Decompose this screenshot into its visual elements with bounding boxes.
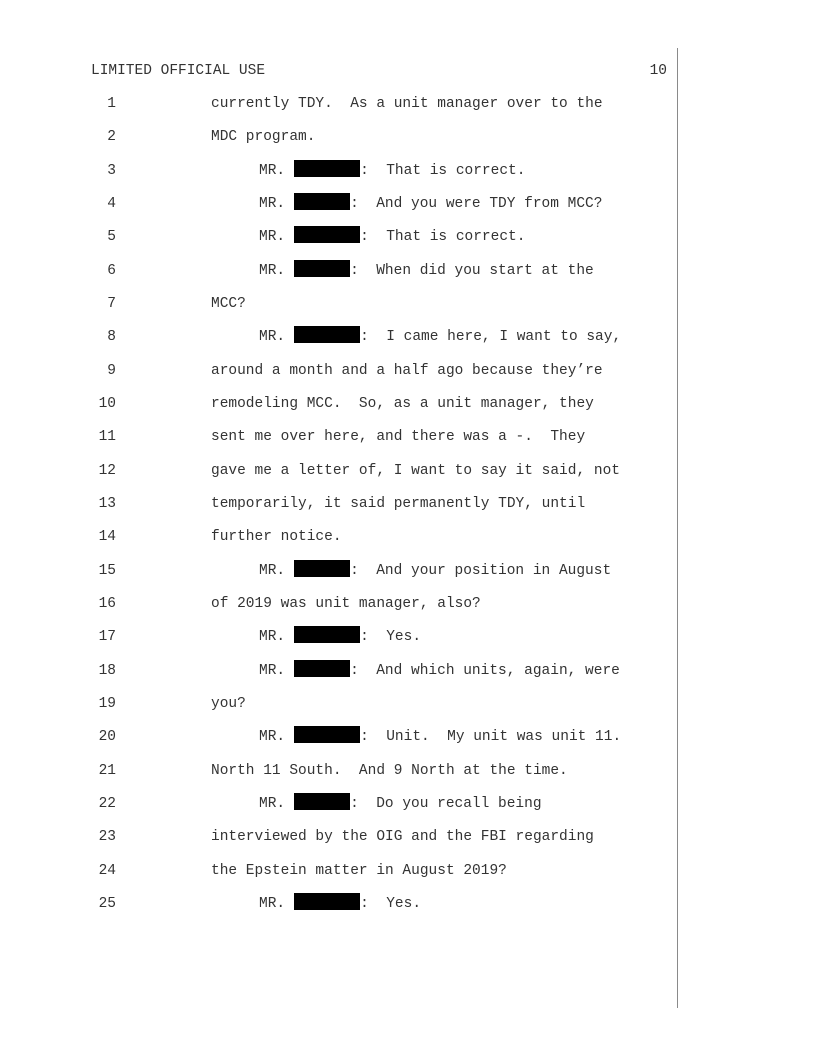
transcript-line: [0, 193, 816, 215]
transcript-line: [0, 293, 816, 315]
speaker-turn: [259, 793, 542, 815]
transcript-line: [0, 493, 816, 515]
line-text: interviewed by the OIG and the FBI regarding: [211, 829, 594, 845]
line-number: 19: [98, 696, 116, 712]
transcript-line: [0, 326, 816, 348]
speaker-prefix: MR.: [259, 196, 286, 212]
transcript-line: [0, 793, 816, 815]
transcript-line: [0, 526, 816, 548]
redaction-block: [294, 660, 350, 677]
redaction-block: [294, 726, 360, 743]
speaker-prefix: MR.: [259, 563, 286, 579]
speaker-turn: [259, 893, 421, 915]
speaker-text: : And you were TDY from MCC?: [350, 196, 603, 212]
line-number: 2: [107, 129, 116, 145]
speaker-text: : Yes.: [360, 629, 422, 645]
line-text: currently TDY. As a unit manager over to the: [211, 96, 603, 112]
line-text: temporarily, it said permanently TDY, until: [211, 496, 586, 512]
transcript-line: [0, 660, 816, 682]
line-number: 23: [98, 829, 116, 845]
line-text: MCC?: [211, 296, 246, 312]
speaker-text: : And which units, again, were: [350, 663, 620, 679]
speaker-text: : When did you start at the: [350, 263, 594, 279]
page-number: 10: [649, 63, 667, 79]
line-number: 21: [98, 763, 116, 779]
speaker-text: : Yes.: [360, 896, 422, 912]
transcript-line: [0, 760, 816, 782]
line-number: 20: [98, 729, 116, 745]
line-number: 13: [98, 496, 116, 512]
line-number: 11: [98, 429, 116, 445]
line-number: 10: [98, 396, 116, 412]
speaker-turn: [259, 326, 621, 348]
line-number: 16: [98, 596, 116, 612]
transcript-line: [0, 93, 816, 115]
speaker-prefix: MR.: [259, 163, 286, 179]
speaker-prefix: MR.: [259, 229, 286, 245]
transcript-line: [0, 560, 816, 582]
line-text: of 2019 was unit manager, also?: [211, 596, 481, 612]
transcript-line: [0, 426, 816, 448]
redaction-block: [294, 260, 350, 277]
transcript-line: [0, 626, 816, 648]
speaker-turn: [259, 660, 620, 682]
line-text: you?: [211, 696, 246, 712]
speaker-text: : That is correct.: [360, 163, 526, 179]
line-text: remodeling MCC. So, as a unit manager, they: [211, 396, 594, 412]
speaker-prefix: MR.: [259, 729, 286, 745]
line-number: 18: [98, 663, 116, 679]
line-number: 12: [98, 463, 116, 479]
line-text: around a month and a half ago because they’re: [211, 363, 603, 379]
line-text: the Epstein matter in August 2019?: [211, 863, 507, 879]
speaker-prefix: MR.: [259, 329, 286, 345]
speaker-turn: [259, 160, 525, 182]
line-number: 6: [107, 263, 116, 279]
line-number: 5: [107, 229, 116, 245]
speaker-prefix: MR.: [259, 796, 286, 812]
redaction-block: [294, 160, 360, 177]
line-number: 25: [98, 896, 116, 912]
speaker-text: : Do you recall being: [350, 796, 542, 812]
transcript-line: [0, 393, 816, 415]
line-number: 24: [98, 863, 116, 879]
speaker-turn: [259, 560, 611, 582]
transcript-line: [0, 360, 816, 382]
redaction-block: [294, 560, 350, 577]
line-text: sent me over here, and there was a -. They: [211, 429, 586, 445]
speaker-text: : That is correct.: [360, 229, 526, 245]
speaker-prefix: MR.: [259, 896, 286, 912]
transcript-line: [0, 126, 816, 148]
line-number: 8: [107, 329, 116, 345]
classification-label: LIMITED OFFICIAL USE: [91, 63, 266, 79]
transcript-line: [0, 160, 816, 182]
speaker-turn: [259, 626, 421, 648]
redaction-block: [294, 226, 360, 243]
transcript-line: [0, 460, 816, 482]
transcript-line: [0, 260, 816, 282]
speaker-turn: [259, 226, 525, 248]
line-number: 4: [107, 196, 116, 212]
speaker-prefix: MR.: [259, 629, 286, 645]
line-number: 7: [107, 296, 116, 312]
transcript-line: [0, 593, 816, 615]
transcript-line: [0, 226, 816, 248]
line-number: 9: [107, 363, 116, 379]
redaction-block: [294, 326, 360, 343]
speaker-turn: [259, 193, 602, 215]
line-number: 1: [107, 96, 116, 112]
speaker-turn: [259, 726, 621, 748]
transcript-line: [0, 826, 816, 848]
line-text: North 11 South. And 9 North at the time.: [211, 763, 568, 779]
transcript-line: [0, 860, 816, 882]
transcript-line: [0, 693, 816, 715]
redaction-block: [294, 193, 350, 210]
speaker-text: : And your position in August: [350, 563, 612, 579]
speaker-text: : Unit. My unit was unit 11.: [360, 729, 622, 745]
line-number: 15: [98, 563, 116, 579]
speaker-prefix: MR.: [259, 263, 286, 279]
line-text: gave me a letter of, I want to say it said, not: [211, 463, 620, 479]
line-text: MDC program.: [211, 129, 316, 145]
transcript-line: [0, 893, 816, 915]
line-number: 17: [98, 629, 116, 645]
line-text: further notice.: [211, 529, 342, 545]
speaker-turn: [259, 260, 594, 282]
line-number: 22: [98, 796, 116, 812]
transcript-line: [0, 726, 816, 748]
redaction-block: [294, 793, 350, 810]
redaction-block: [294, 626, 360, 643]
redaction-block: [294, 893, 360, 910]
speaker-prefix: MR.: [259, 663, 286, 679]
line-number: 14: [98, 529, 116, 545]
line-number: 3: [107, 163, 116, 179]
speaker-text: : I came here, I want to say,: [360, 329, 622, 345]
